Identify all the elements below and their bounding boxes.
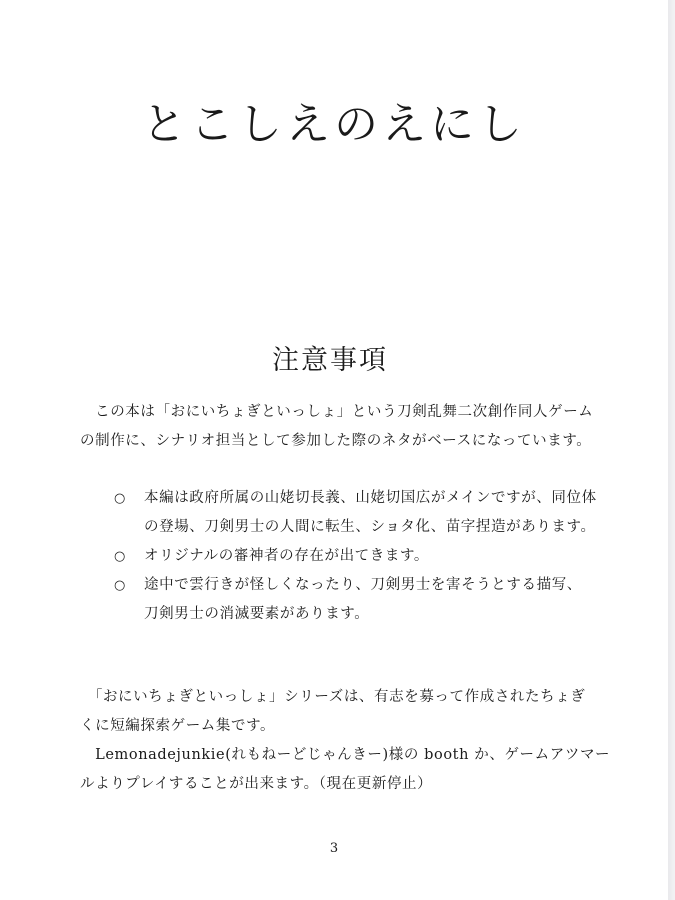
intro-line: の制作に、シナリオ担当として参加した際のネタがベースになっています。 xyxy=(80,433,592,449)
bullet-circle-icon: ○ xyxy=(114,578,126,593)
notice-heading: 注意事項 xyxy=(272,345,388,376)
intro-line: この本は「おにいちょぎといっしょ」という刀剣乱舞二次創作同人ゲーム xyxy=(80,404,594,420)
bullet-item xyxy=(108,571,628,629)
closing-line: ルよりプレイすることが出来ます。（現在更新停止） xyxy=(80,776,433,792)
notice-bullet-list xyxy=(108,484,628,629)
bullet-line: の登場、刀剣男士の人間に転生、ショタ化、苗字捏造があります。 xyxy=(144,519,596,535)
page-edge-shadow xyxy=(668,0,675,900)
closing-line: くに短編探索ゲーム集です。 xyxy=(80,718,276,734)
closing-line: 「おにいちょぎといっしょ」シリーズは、有志を募って作成されたちょぎ xyxy=(80,689,586,705)
bullet-line: 途中で雲行きが怪しくなったり、刀剣男士を害そうとする描写、 xyxy=(144,577,582,593)
page-number: 3 xyxy=(329,841,339,856)
bullet-line: オリジナルの審神者の存在が出てきます。 xyxy=(144,548,430,564)
bullet-circle-icon: ○ xyxy=(114,549,126,564)
intro-paragraph xyxy=(80,398,610,456)
bullet-line: 本編は政府所属の山姥切長義、山姥切国広がメインですが、同位体 xyxy=(144,490,597,506)
bullet-item xyxy=(108,542,628,571)
bullet-circle-icon: ○ xyxy=(114,491,126,506)
document-title: とこしえのえにし xyxy=(142,99,526,150)
closing-line: Lemonadejunkie(れもねーどじゃんきー)様の booth か、ゲームアツマー xyxy=(80,747,611,763)
bullet-line: 刀剣男士の消滅要素があります。 xyxy=(144,606,370,622)
closing-paragraph xyxy=(80,683,610,799)
bullet-item xyxy=(108,484,628,542)
